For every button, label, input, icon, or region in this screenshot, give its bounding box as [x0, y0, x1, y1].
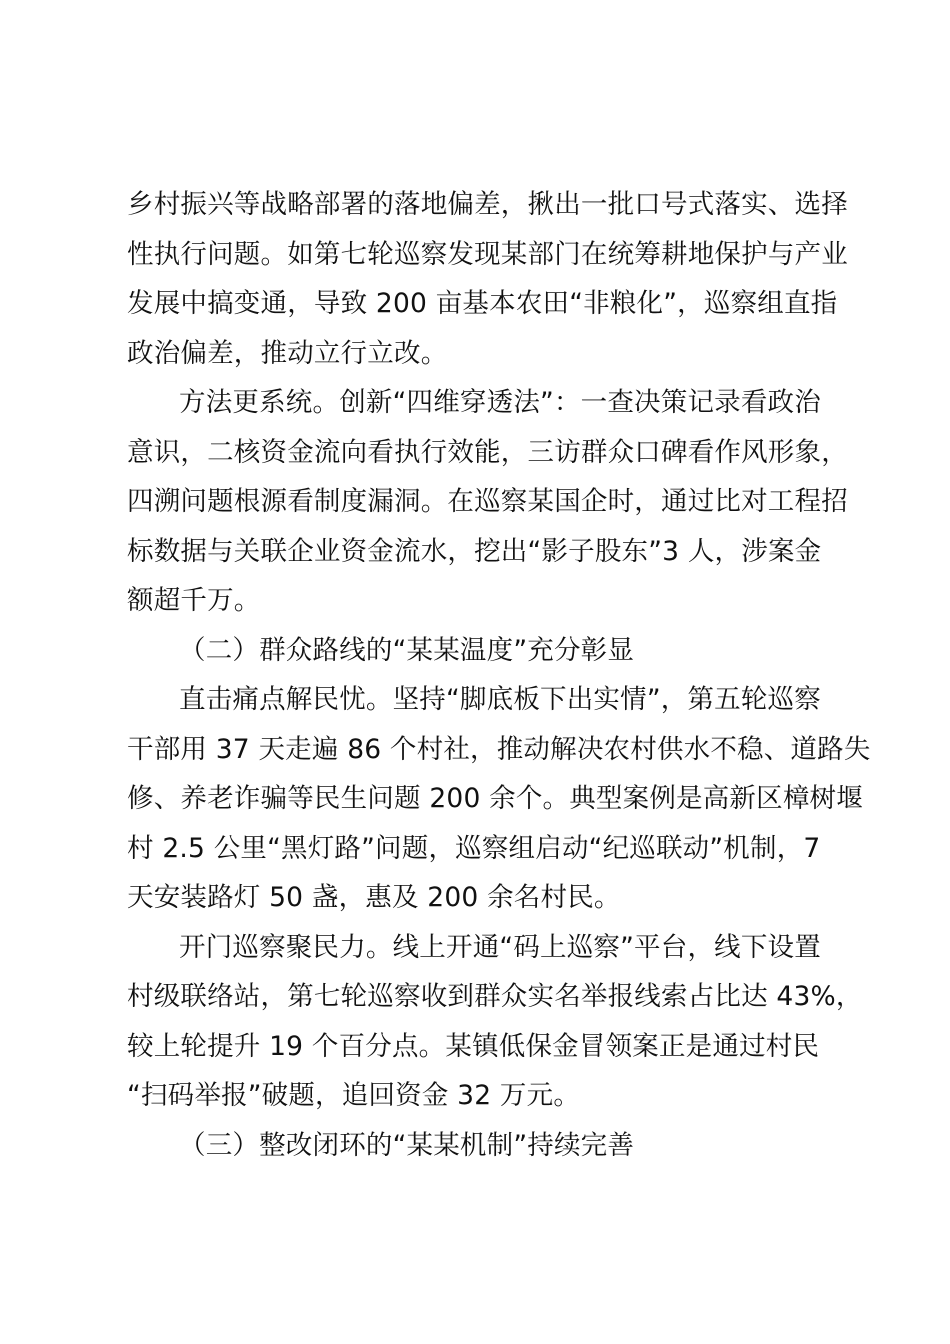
- body-text-line: 性执行问题。如第七轮巡察发现某部门在统筹耕地保护与产业: [127, 238, 848, 270]
- body-text-line: 乡村振兴等战略部署的落地偏差，揪出一批口号式落实、选择: [127, 189, 848, 220]
- body-text-line: 发展中搞变通，导致 200 亩基本农田“非粮化”，巡察组直指: [127, 288, 838, 319]
- body-text-line: 干部用 37 天走遍 86 个村社，推动解决农村供水不稳、道路失: [127, 733, 871, 765]
- body-text-line: 修、养老诈骗等民生问题 200 余个。典型案例是高新区樟树堰: [127, 783, 863, 814]
- body-text-line: “扫码举报”破题，追回资金 32 万元。: [127, 1080, 581, 1111]
- paragraph-first-line: 直击痛点解民忧。坚持“脚底板下出实情”，第五轮巡察: [179, 684, 821, 715]
- section-heading: （二）群众路线的“某某温度”充分彰显: [179, 634, 635, 666]
- body-text-line: 天安装路灯 50 盏，惠及 200 余名村民。: [127, 882, 621, 913]
- section-heading: （三）整改闭环的“某某机制”持续完善: [179, 1129, 635, 1161]
- body-text-line: 额超千万。: [127, 585, 261, 616]
- body-text-line: 政治偏差，推动立行立改。: [127, 337, 448, 369]
- document-body: [127, 180, 871, 1170]
- paragraph-first-line: 方法更系统。创新“四维穿透法”：一查决策记录看政治: [179, 387, 821, 418]
- paragraph-first-line: 开门巡察聚民力。线上开通“码上巡察”平台，线下设置: [179, 931, 821, 963]
- body-text-line: 标数据与关联企业资金流水，挖出“影子股东”3 人，涉案金: [127, 535, 822, 567]
- body-text-line: 较上轮提升 19 个百分点。某镇低保金冒领案正是通过村民: [127, 1030, 820, 1062]
- body-text-line: 四溯问题根源看制度漏洞。在巡察某国企时，通过比对工程招: [127, 486, 848, 517]
- body-text-line: 村级联络站，第七轮巡察收到群众实名举报线索占比达 43%，: [127, 981, 863, 1012]
- body-text-line: 村 2.5 公里“黑灯路”问题，巡察组启动“纪巡联动”机制，7: [127, 832, 821, 864]
- body-text-line: 意识，二核资金流向看执行效能，三访群众口碑看作风形象，: [127, 436, 848, 468]
